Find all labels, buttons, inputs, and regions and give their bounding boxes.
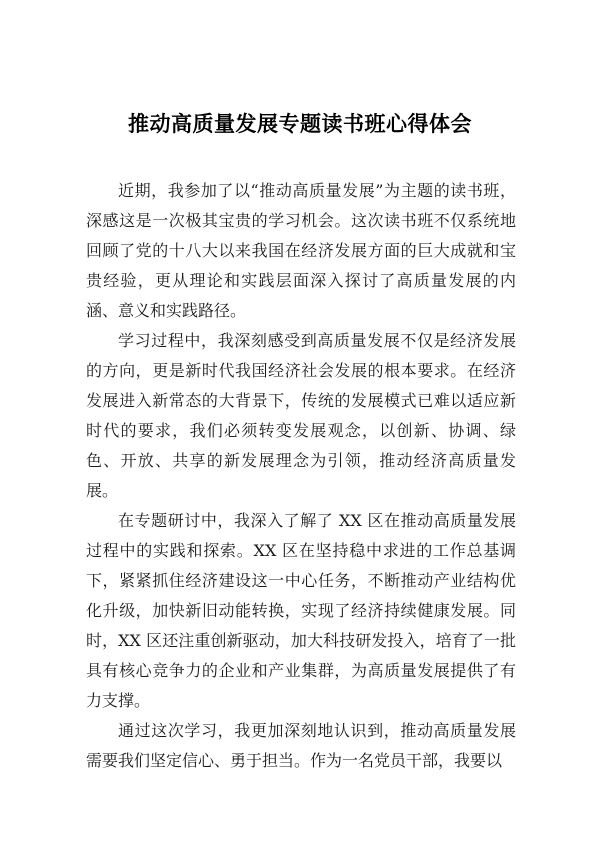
- paragraph-3: 在专题研讨中，我深入了解了 XX 区在推动高质量发展过程中的实践和探索。XX 区在坚持稳中求进的工作总基调下，紧紧抓住经济建设这一中心任务，不断推动产业结构优化升级，加快新旧动能转换，实现了经济持续健康发展。同时，XX 区还注重创新驱动，加大科技研发投入，培育了一批具有核心竞争力的企业和产业集群，为高质量发展提供了有力支撑。: [86, 511, 516, 710]
- paragraph-1: 近期，我参加了以“推动高质量发展”为主题的读书班，深感这是一次极其宝贵的学习机会。这次读书班不仅系统地回顾了党的十八大以来我国在经济发展方面的巨大成就和宝贵经验，更从理论和实践层面深入探讨了高质量发展的内涵、意义和实践路径。: [86, 181, 516, 320]
- paragraph-4: 通过这次学习，我更加深刻地认识到，推动高质量发展需要我们坚定信心、勇于担当。作为一名党员干部，我要以: [86, 721, 516, 770]
- document-body: [86, 176, 516, 776]
- paragraph-2: 学习过程中，我深刻感受到高质量发展不仅是经济发展的方向，更是新时代我国经济社会发展的根本要求。在经济发展进入新常态的大背景下，传统的发展模式已难以适应新时代的要求，我们必须转变发展观念，以创新、协调、绿色、开放、共享的新发展理念为引领，推动经济高质量发展。: [86, 331, 516, 500]
- document-title: 推动高质量发展专题读书班心得体会: [128, 112, 472, 136]
